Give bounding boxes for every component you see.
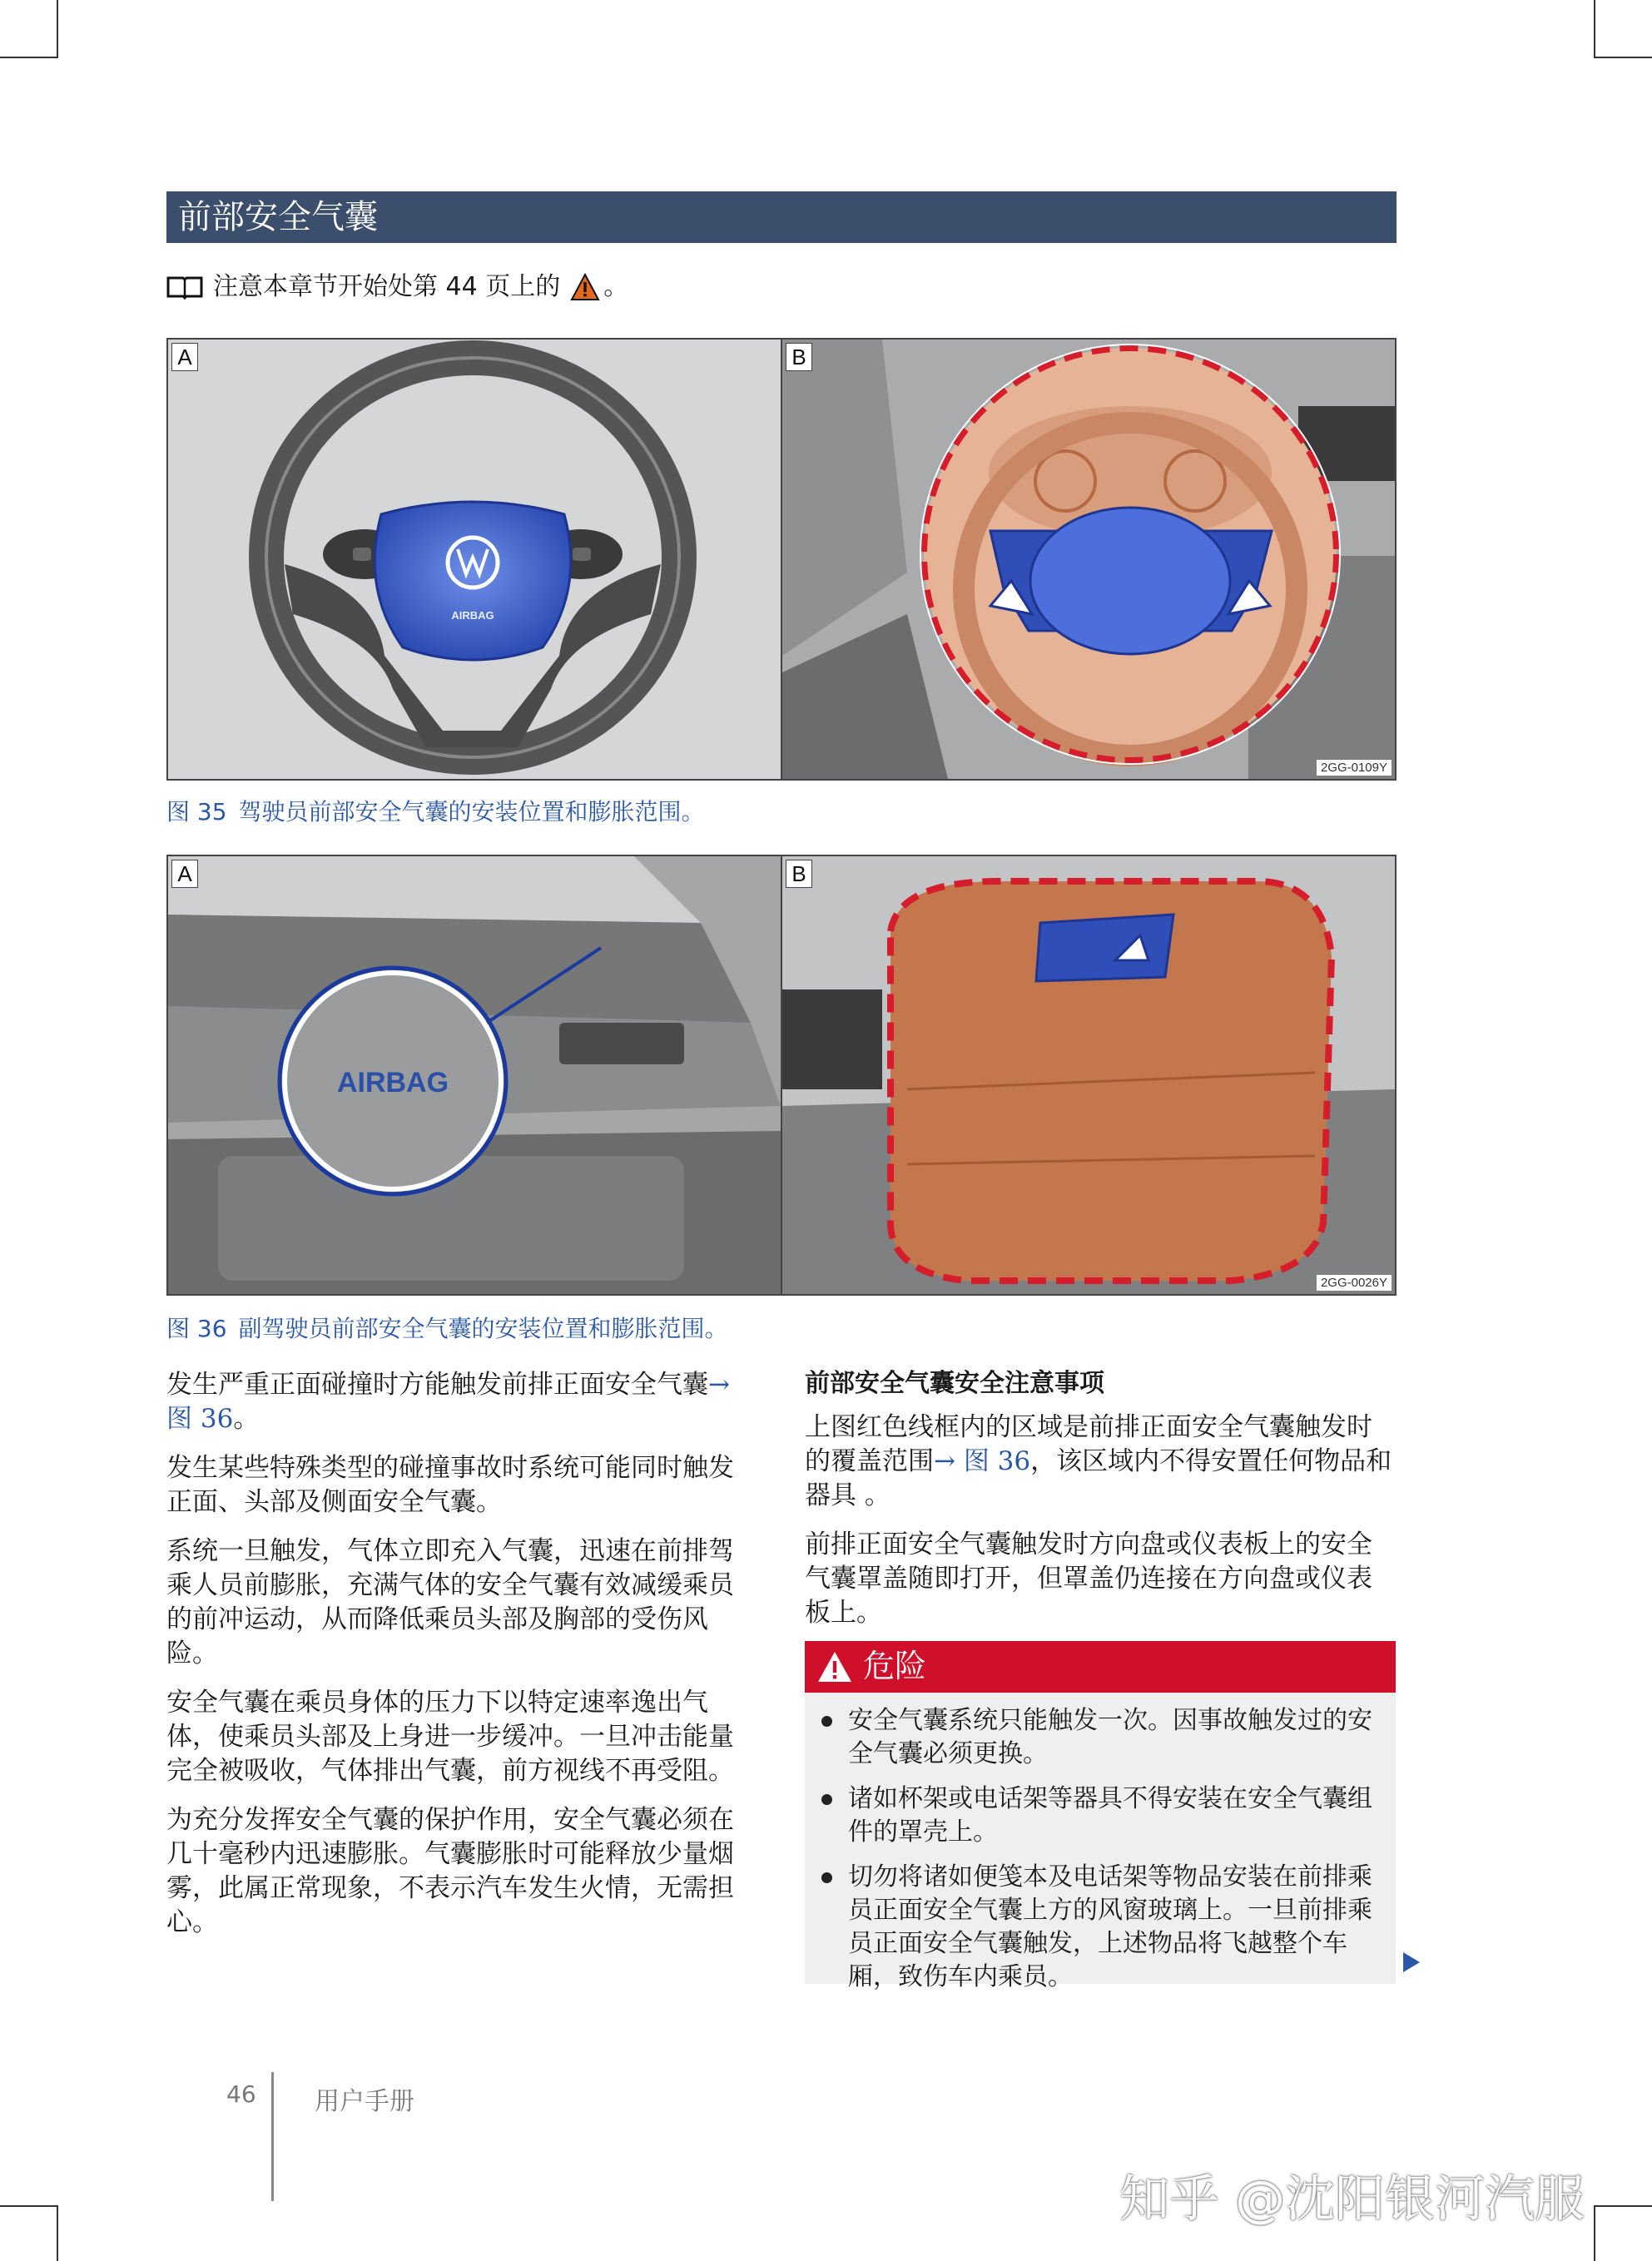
crop-mark: [1594, 2205, 1595, 2261]
list-item: 切勿将诸如便笺本及电话架等物品安装在前排乘员正面安全气囊上方的风窗玻璃上。一旦前排乘员正面安全气囊触发，上述物品将飞越整个车厢，致伤车内乘员。: [848, 1861, 1379, 1994]
passenger-dashboard-illustration: [168, 856, 781, 1294]
crop-mark: [1594, 57, 1652, 58]
section-title: 前部安全气囊: [166, 191, 1397, 243]
crop-mark: [57, 0, 58, 58]
driver-airbag-deploy-illustration: [782, 340, 1395, 779]
warning-icon: [816, 1650, 853, 1683]
panel-label-b: B: [786, 860, 812, 888]
airbag-label: AIRBAG: [336, 1067, 449, 1098]
crop-mark: [0, 2205, 58, 2207]
figure-code: 2GG-0026Y: [1317, 1275, 1392, 1291]
airbag-label: AIRBAG: [451, 609, 494, 622]
danger-title: 危险: [863, 1649, 927, 1684]
panel-label-a: A: [171, 343, 198, 371]
page-number: 46: [226, 2080, 256, 2108]
figure-36-panel-b: [782, 856, 1395, 1294]
note-suffix: 。: [603, 272, 629, 301]
figure-36-panel-a: [168, 856, 781, 1294]
danger-box: [805, 1641, 1396, 1991]
footer-divider: [271, 2072, 274, 2201]
danger-header: [805, 1641, 1396, 1693]
caption-number: 图 36: [166, 1315, 227, 1342]
panel-label-a: A: [171, 860, 198, 888]
panel-divider: [781, 340, 782, 779]
figure-35-caption: [166, 794, 705, 827]
paragraph: 发生严重正面碰撞时方能触发前排正面安全气囊→ 图 36。: [166, 1370, 730, 1434]
passenger-airbag-deploy-illustration: [782, 856, 1395, 1294]
paragraph: 发生某些特殊类型的碰撞事故时系统可能同时触发正面、头部及侧面安全气囊。: [166, 1453, 734, 1517]
book-icon: [166, 275, 203, 300]
section-subheading: 前部安全气囊安全注意事项: [805, 1369, 1104, 1398]
watermark: 知乎 @沈阳银河汽服: [1119, 2170, 1585, 2229]
caption-text: 驾驶员前部安全气囊的安装位置和膨胀范围。: [238, 798, 705, 826]
caption-text: 副驾驶员前部安全气囊的安装位置和膨胀范围。: [238, 1315, 728, 1342]
note-line: [166, 266, 628, 308]
steering-wheel-illustration: [168, 340, 781, 779]
danger-list: [805, 1704, 1396, 1994]
footer-title: 用户手册: [315, 2087, 414, 2116]
paragraph: 为充分发挥安全气囊的保护作用，安全气囊必须在几十毫秒内迅速膨胀。气囊膨胀时可能释放少量烟雾，此属正常现象，不表示汽车发生火情，无需担心。: [166, 1805, 734, 1937]
list-item: 诸如杯架或电话架等器具不得安装在安全气囊组件的罩壳上。: [848, 1783, 1379, 1849]
panel-label-b: B: [786, 343, 812, 371]
panel-divider: [781, 856, 782, 1294]
crop-mark: [1594, 0, 1595, 58]
crop-mark: [0, 57, 58, 58]
right-column: [805, 1366, 1396, 1645]
crop-mark: [57, 2205, 58, 2261]
figure-35-panel-a: [168, 340, 781, 779]
warning-icon: [570, 273, 600, 301]
note-text: 注意本章节开始处第 44 页上的: [213, 272, 561, 301]
paragraph: 系统一旦触发，气体立即充入气囊，迅速在前排驾乘人员前膨胀，充满气体的安全气囊有效减缓乘员的前冲运动，从而降低乘员头部及胸部的受伤风险。: [166, 1536, 734, 1668]
continue-arrow-icon: [1403, 1952, 1420, 1972]
figure-link[interactable]: → 图 36: [934, 1446, 1031, 1476]
crop-mark: [1594, 2205, 1652, 2207]
paragraph: 上图红色线框内的区域是前排正面安全气囊触发时的覆盖范围→ 图 36，该区域内不得安置任何物品和器具 。: [805, 1412, 1392, 1510]
figure-35-panel-b: [782, 340, 1395, 779]
figure-code: 2GG-0109Y: [1317, 760, 1392, 776]
caption-number: 图 35: [166, 798, 227, 826]
figure-36: [166, 855, 1397, 1296]
paragraph: 安全气囊在乘员身体的压力下以特定速率逸出气体，使乘员头部及上身进一步缓冲。一旦冲击能量完全被吸收，气体排出气囊，前方视线不再受阻。: [166, 1688, 734, 1786]
list-item: 安全气囊系统只能触发一次。因事故触发过的安全气囊必须更换。: [848, 1704, 1379, 1771]
paragraph: 前排正面安全气囊触发时方向盘或仪表板上的安全气囊罩盖随即打开，但罩盖仍连接在方向盘或仪表板上。: [805, 1530, 1372, 1628]
figure-36-caption: [166, 1311, 728, 1344]
left-column: [166, 1368, 756, 1955]
figure-35: [166, 338, 1397, 781]
figure-link[interactable]: → 图 36: [166, 1370, 730, 1434]
